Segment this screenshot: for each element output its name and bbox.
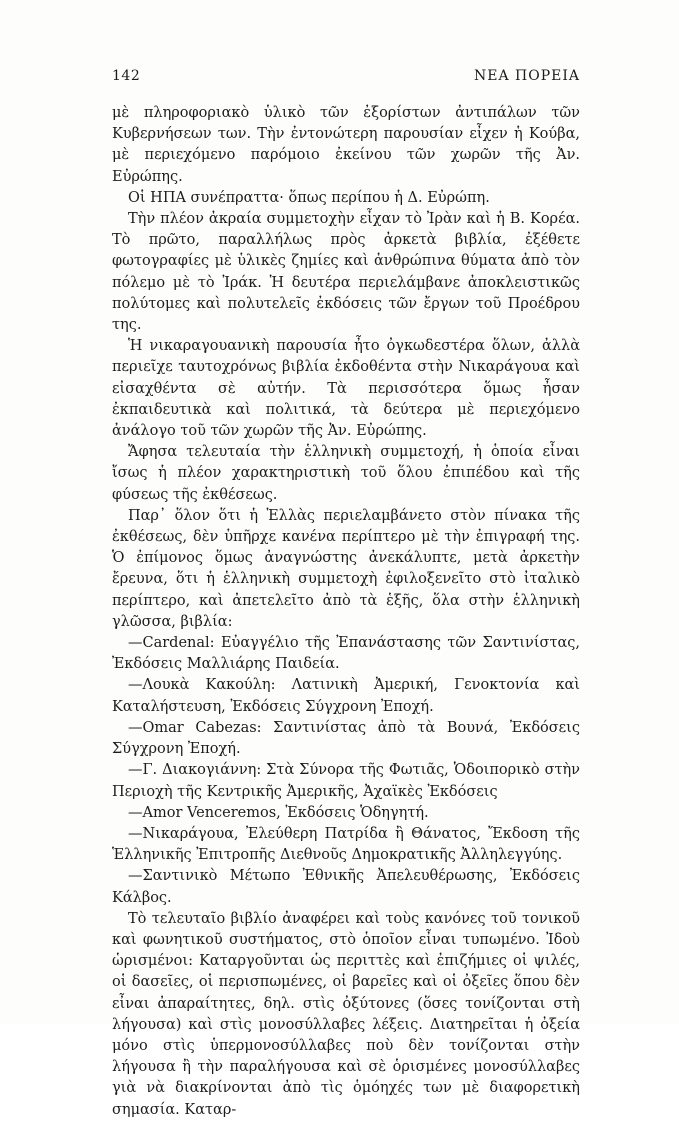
book-list-item: —Γ. Διακογιάννη: Στὰ Σύνορα τῆς Φωτιᾶς, Ὁδοιπορικὸ στὴν Περιοχὴ τῆς Κεντρικῆς Ἀμερικῆς, Ἀχαϊκὲς Ἐκδόσεις bbox=[112, 762, 580, 800]
paragraph-nicaragua: Ἡ νικαραγουανικὴ παρουσία ἦτο ὀγκωδεστέρα ὅλων, ἀλλὰ περιεῖχε ταυτοχρόνως βιβλία ἐκδοθέντα στὴν Νικαράγουα καὶ εἰσαχθέντα σὲ αὐτήν. Τὰ περισσότερα ὅμως ἦσαν ἐκπαιδευτικὰ καὶ πολιτικά, τὰ δεύτερα μὲ περιεχόμενο ἀνάλογο τοῦ τῶν χωρῶν τῆς Ἀν. Εὐρώπης. bbox=[112, 338, 580, 440]
paragraph-usa: Οἱ ΗΠΑ συνέπραττα· ὅπως περίπου ἡ Δ. Εὐρώπη. bbox=[128, 189, 490, 206]
running-head bbox=[112, 68, 580, 88]
paragraph-iran-korea: Τὴν πλέον ἀκραία συμμετοχὴν εἶχαν τὸ Ἰρὰν καὶ ἡ Β. Κορέα. Τὸ πρῶτο, παραλλήλως πρὸς ἀρκετὰ βιβλία, ἐξέθετε φωτογραφίες μὲ ὑλικὲς ζημίες καὶ ἀνθρώπινα θύματα ἀπὸ τὸν πόλεμο μὲ τὸ Ἰράκ. Ἡ δευτέρα περιελάμβανε ἀποκλειστικῶς πολύτομες καὶ πολυτελεῖς ἐκδόσεις τῶν ἔργων τοῦ Προέδρου της. bbox=[112, 211, 580, 334]
paragraph-accent-rules: Τὸ τελευταῖο βιβλίο ἀναφέρει καὶ τοὺς κανόνες τοῦ τονικοῦ καὶ φωνητικοῦ συστήματος, στὸ ὁποῖον εἶναι τυπωμένο. Ἰδοὺ ὡρισμένοι: Καταργοῦνται ὡς περιττὲς καὶ ἐπιζήμιες οἱ ψιλές, οἱ δασεῖες, οἱ περισπωμένες, οἱ βαρεῖες καὶ οἱ ὀξεῖες ὅπου δὲν εἶναι ἀπαραίτητες, δηλ. στὶς ὀξύτονες (ὅσες τονίζονται στὴ λήγουσα) καὶ στὶς μονοσύλλαβες λέξεις. Διατηρεῖται ἡ ὀξεία μόνο στὶς ὑπερμονοσύλλαβες ποὺ δὲν τονίζονται στὴν λήγουσα ἢ τὴν παραλήγουσα καὶ σὲ ὁρισμένες μονοσύλλαβες γιὰ νὰ διακρίνονται ἀπὸ τὶς ὁμόηχές των μὲ διαφορετικὴ σημασία. Καταρ- bbox=[112, 910, 580, 1118]
book-list-item: —Λουκὰ Κακούλη: Λατινικὴ Ἀμερική, Γενοκτονία καὶ Καταλήστευση, Ἐκδόσεις Σύγχρονη Ἐποχή. bbox=[112, 677, 580, 715]
book-list-item: —Σαντινικὸ Μέτωπο Ἐθνικῆς Ἀπελευθέρωσης, Ἐκδόσεις Κάλβος. bbox=[112, 868, 580, 906]
book-list-item: —Amor Venceremos, Ἐκδόσεις Ὁδηγητή. bbox=[128, 804, 429, 821]
book-list-item: —Νικαράγουα, Ἐλεύθερη Πατρίδα ἢ Θάνατος, Ἔκδοση τῆς Ἑλληνικῆς Ἐπιτροπῆς Διεθνοῦς Δημοκρατικῆς Ἀλληλεγγύης. bbox=[112, 825, 580, 864]
paragraph-greek-pavilion: Παρ᾽ ὅλον ὅτι ἡ Ἑλλὰς περιελαμβάνετο στὸν πίνακα τῆς ἐκθέσεως, δὲν ὑπῆρχε κανένα περίπτερο μὲ τὴν ἐπιγραφή της. Ὁ ἐπίμονος ὅμως ἀναγνώστης ἀνεκάλυπτε, μετὰ ἀρκετὴν ἔρευνα, ὅτι ἡ ἑλληνικὴ συμμετοχὴ ἐφιλοξενεῖτο στὸ ἰταλικὸ περίπτερο, καὶ ἀπετελεῖτο ἀπὸ τὰ ἑξῆς, ὅλα στὴν ἑλληνικὴ γλῶσσα, βιβλία: bbox=[112, 507, 580, 630]
paragraph-greek-participation: Ἄφησα τελευταία τὴν ἑλληνικὴ συμμετοχή, ἡ ὁποία εἶναι ἴσως ἡ πλέον χαρακτηριστικὴ τοῦ ὅλου ἐπιπέδου καὶ τῆς φύσεως τῆς ἐκθέσεως. bbox=[112, 444, 580, 503]
book-list-item: —Omar Cabezas: Σαντινίστας ἀπὸ τὰ Βουνά, Ἐκδόσεις Σύγχρονη Ἐποχή. bbox=[112, 719, 580, 758]
paragraph-continuation: μὲ πληροφοριακὸ ὑλικὸ τῶν ἐξορίστων ἀντιπάλων τῶν Κυβερνήσεων των. Τὴν ἐντονώτερη παρουσίαν εἶχεν ἡ Κούβα, μὲ περιεχόμενο παρόμοιο ἐκείνου τῶν χωρῶν τῆς Ἀν. Εὐρώπης. bbox=[112, 105, 580, 185]
book-list-item: —Cardenal: Εὐαγγέλιο τῆς Ἐπανάστασης τῶν Σαντινίστας, Ἐκδόσεις Μαλλιάρης Παιδεία. bbox=[112, 635, 580, 673]
page-number: 142 bbox=[112, 68, 141, 84]
main-text bbox=[112, 103, 580, 1121]
running-title: ΝΕΑ ΠΟΡΕΙΑ bbox=[474, 68, 580, 84]
